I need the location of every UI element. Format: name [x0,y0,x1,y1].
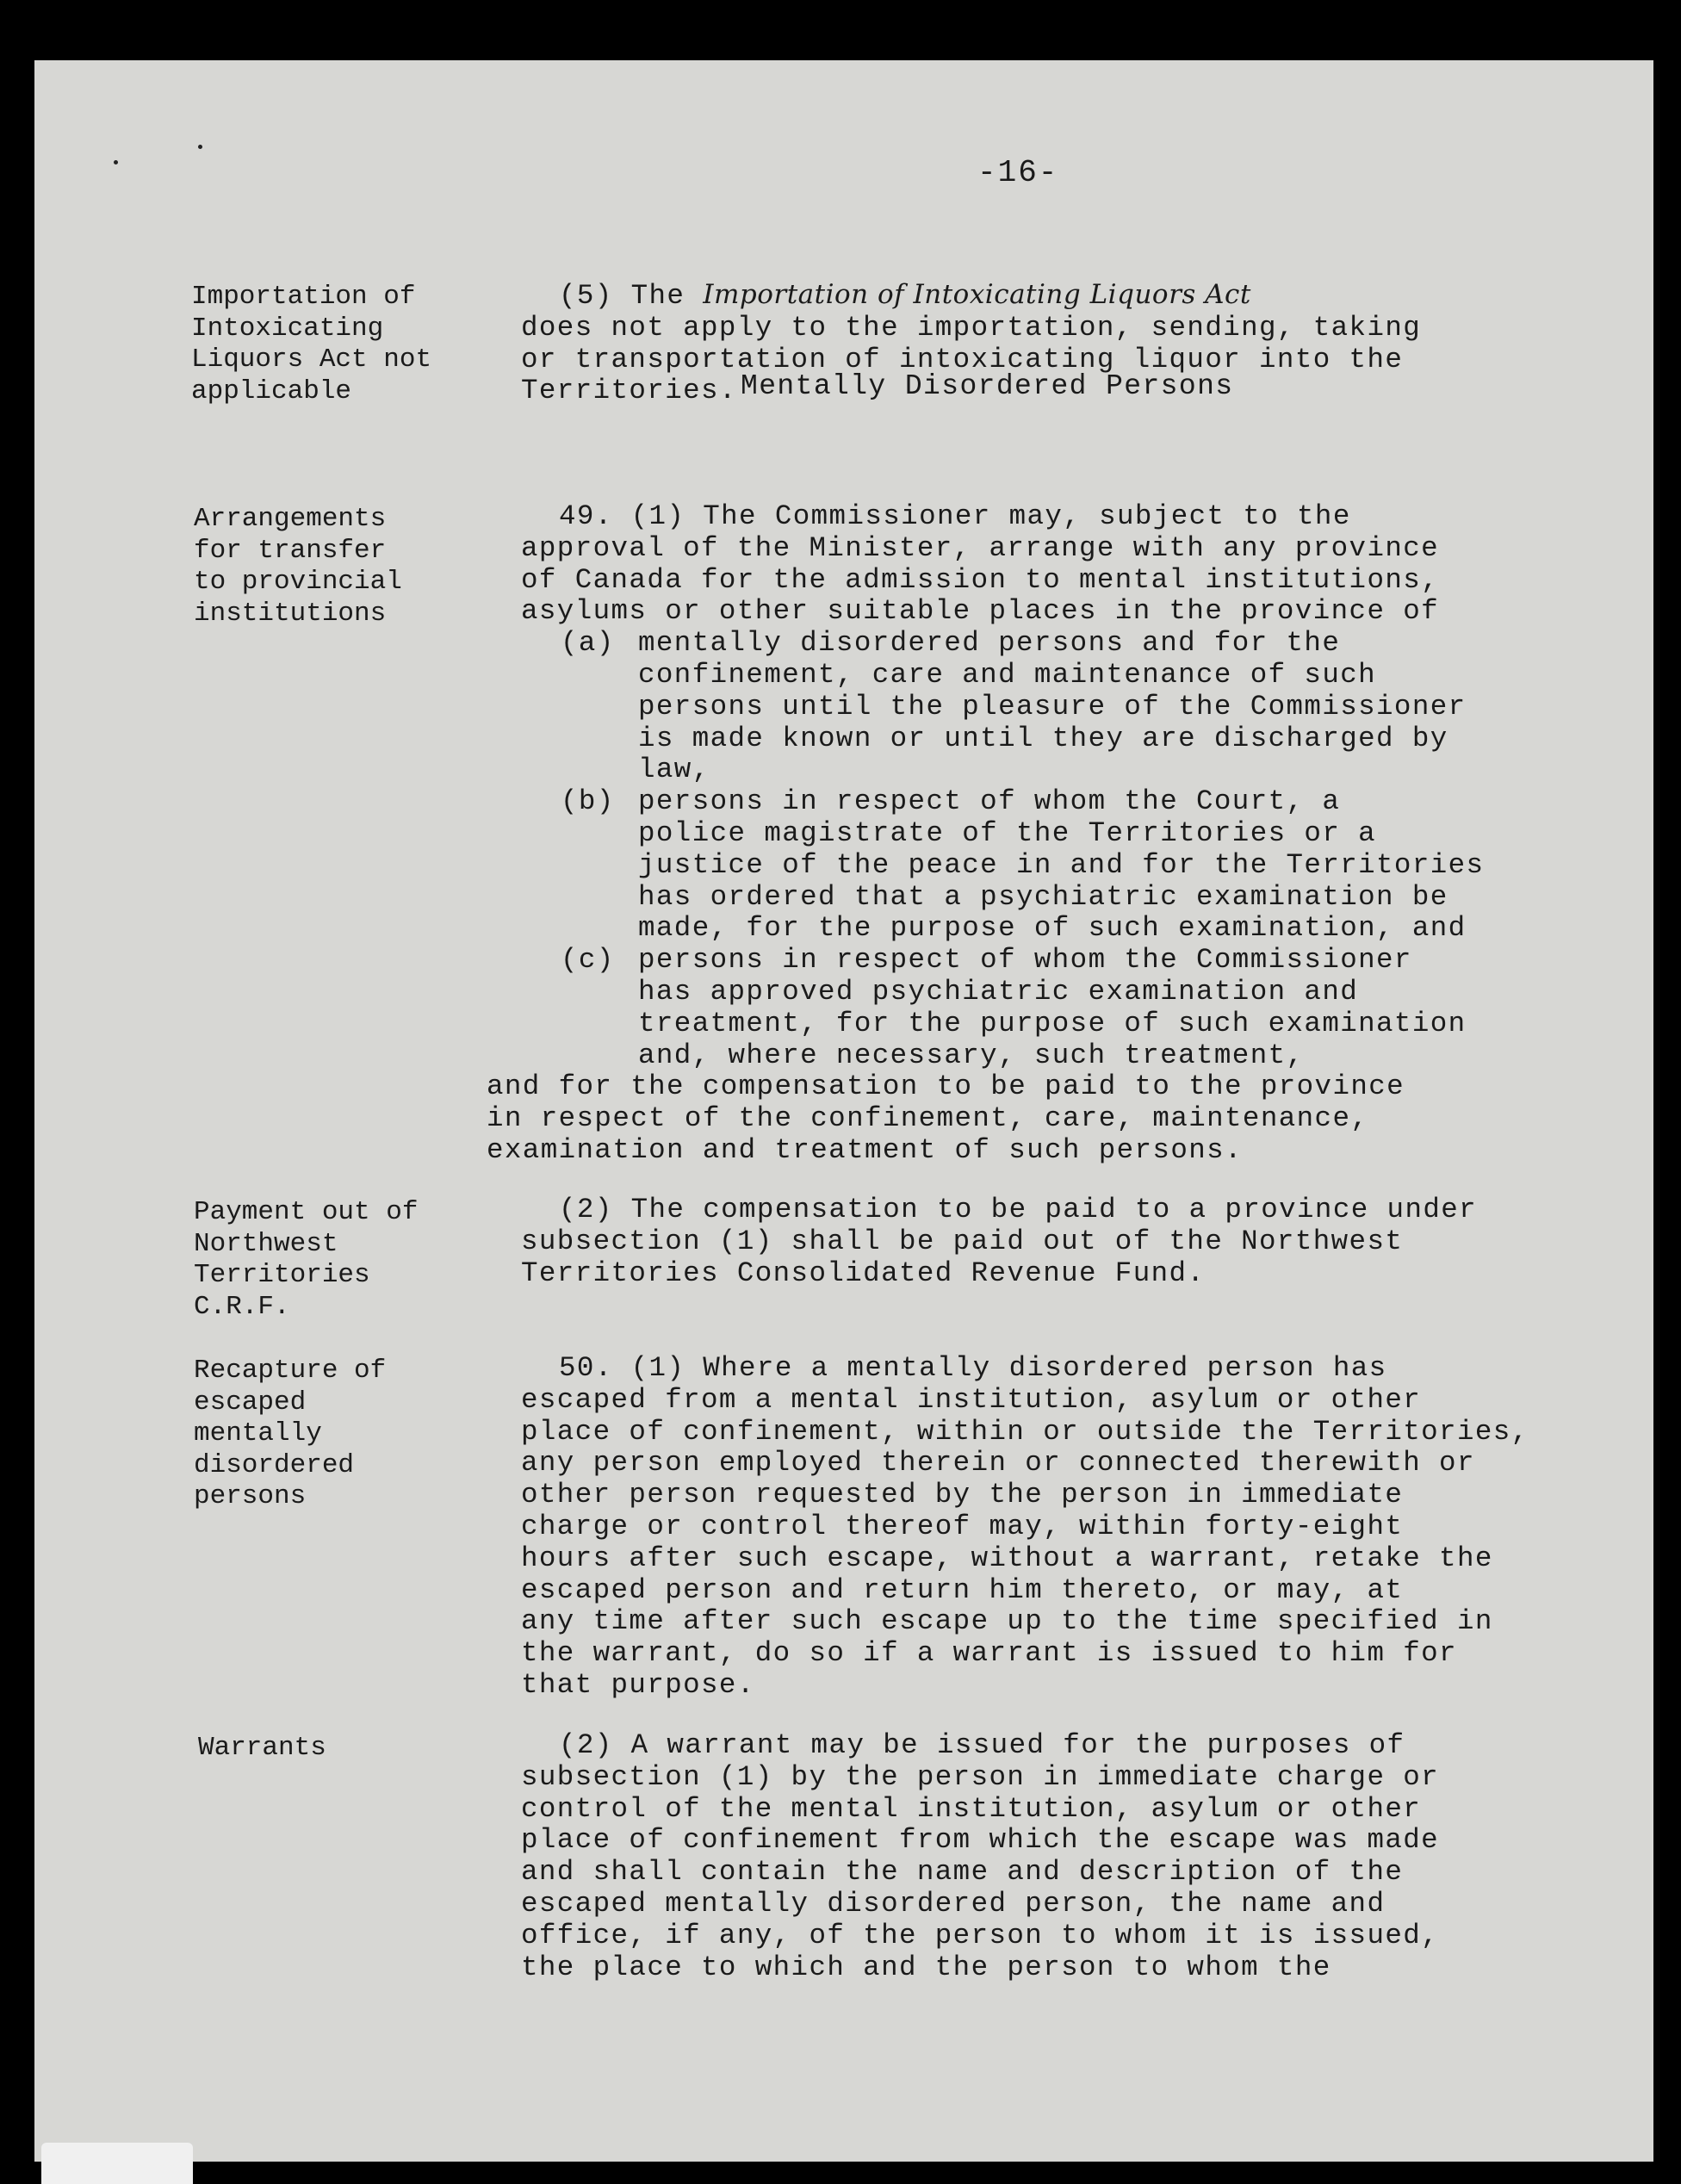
subsection-50-2-text: (2) A warrant may be issued for the purposes of subsection (1) by the person in immediate charge or control of the mental institution, asylum or other place of confinement from which the escape was made and shall contain the name and description of the escaped mentally disordered person, the name and office, if any, of the person to whom it is issued, the place to which and the person to whom the [521,1729,1440,1983]
paragraph-text: mentally disordered persons and for the confinement, care and maintenance of such persons until the pleasure of the Commissioner is made known or until they are discharged by law, [638,627,1467,786]
subsection-49-2 [521,1194,1641,1289]
section-heading: Mentally Disordered Persons [741,370,1234,402]
scan-edge-tab [41,2143,193,2184]
subsection-prefix: (5) The [559,280,704,312]
paragraph-text: persons in respect of whom the Commissioner has approved psychiatric examination and treatment, for the purpose of such examination and, where necessary, such treatment, [638,944,1467,1071]
subsection-50-1-text: 50. (1) Where a mentally disordered person has escaped from a mental institution, asylum or other place of confinement, within or outside the Territories, any person employed therein or connected therewith or other person requested by the person in immediate charge or control thereof may, within forty-eight hours after such escape, without a warrant, retake the escaped person and return him thereto, or may, at any time after such escape up to the time specified in the warrant, do so if a warrant is issued to him for that purpose. [521,1352,1529,1701]
paragraph-text: persons in respect of whom the Court, a police magistrate of the Territories or a justice of the peace in and for the Territories has ordered that a psychiatric examination be made, for the purpose of such examination, and [638,785,1485,945]
subsection-49-1-intro: 49. (1) The Commissioner may, subject to the approval of the Minister, arrange with any province of Canada for the admission to mental institutions, asylums or other suitable places in the province of [521,500,1440,628]
page-number: -16- [977,155,1059,190]
paragraph-label: (a) [561,627,615,660]
margin-note-warrants: Warrants [198,1733,326,1763]
subsection-49-1-closing: and for the compensation to be paid to the province in respect of the confinement, care, maintenance, examination and treatment of such persons. [487,1070,1405,1166]
scan-speck [198,145,202,149]
scan-speck [114,160,118,164]
subsection-50-2 [521,1730,1641,1983]
paragraph-label: (c) [561,944,615,977]
subsection-50-1 [521,1353,1641,1702]
paragraph-label: (b) [561,785,615,818]
act-title: Importation of Intoxicating Liquors Act [703,279,1251,310]
subsection-48-5-rest: does not apply to the importation, sending, taking or transportation of intoxicating liquor into the Territories. [521,311,1422,407]
margin-note-arrangements: Arrangements for transfer to provincial institutions [194,504,402,629]
margin-note-payment: Payment out of Northwest Territories C.R.F. [194,1197,419,1322]
subsection-49-2-text: (2) The compensation to be paid to a province under subsection (1) shall be paid out of the Northwest Territories Consolidated Revenue Fund. [521,1194,1478,1289]
paragraph-c [521,945,1641,1071]
margin-note-importation: Importation of Intoxicating Liquors Act not applicable [191,282,432,406]
subsection-49-1 [487,500,1641,1167]
margin-note-recapture: Recapture of escaped mentally disordered persons [194,1356,387,1511]
paragraph-b [521,786,1641,945]
subsection-48-5-first-line [521,279,1641,313]
paragraph-a [521,628,1641,786]
